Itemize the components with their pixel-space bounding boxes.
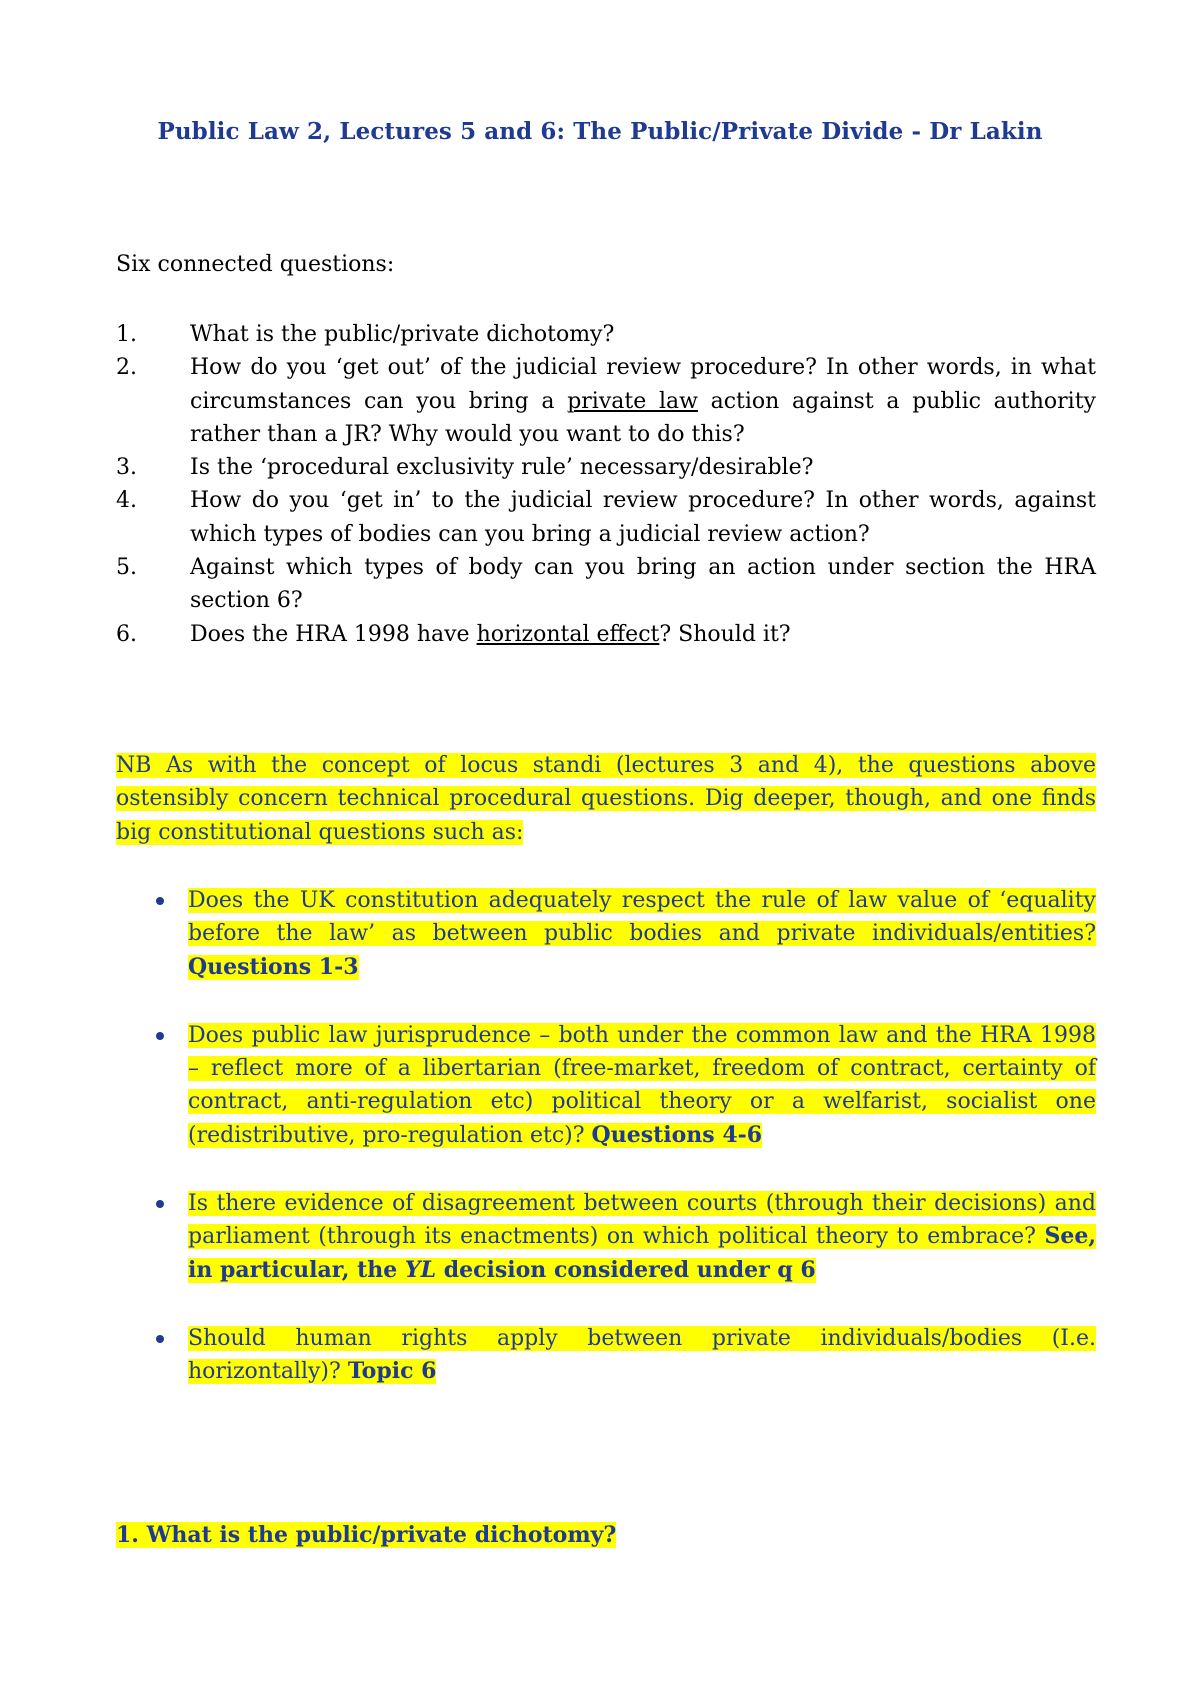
case-name: YL xyxy=(404,1256,437,1283)
underlined-term: horizontal effect xyxy=(476,621,660,647)
document-title: Public Law 2, Lectures 5 and 6: The Public/Private Divide - Dr Lakin xyxy=(157,118,1043,145)
question-text: How do you ‘get out’ of the judicial review procedure? In other words, in what circumstances can you bring a xyxy=(190,355,1096,414)
bullet-reference: See, in particular, the xyxy=(188,1223,1096,1283)
question-text-cont: action against a public authority rather than a JR? Why would you want to do this? xyxy=(190,388,1096,447)
bullet-item xyxy=(116,1187,1096,1287)
nb-paragraph xyxy=(116,749,1096,849)
question-text: Does the HRA 1998 have xyxy=(190,621,477,647)
question-item xyxy=(44,451,1096,484)
intro-text: Six connected questions: xyxy=(116,252,395,277)
question-number: 1. xyxy=(116,322,137,347)
bullet-icon xyxy=(156,1335,164,1343)
question-text: Is the ‘procedural exclusivity rule’ necessary/desirable? xyxy=(190,455,814,481)
question-number: 5. xyxy=(116,555,137,581)
bullet-reference: Topic 6 xyxy=(347,1358,437,1385)
question-text: What is the public/private dichotomy? xyxy=(190,322,615,347)
question-text: Against which types of body can you bring an action under section the HRA section 6? xyxy=(190,555,1096,614)
underlined-term: private law xyxy=(567,388,698,414)
question-number: 2. xyxy=(116,355,137,381)
bullet-text: Does the UK constitution adequately respect the rule of law value of ‘equality before the law’ as between public bodies and private individuals/entities? Questions 1-3 xyxy=(188,888,1096,980)
bullet-reference: Questions 1-3 xyxy=(188,953,359,980)
question-item xyxy=(44,318,1096,351)
bullet-item xyxy=(116,884,1096,984)
question-item xyxy=(44,551,1096,618)
bullet-reference-cont: decision considered under q 6 xyxy=(436,1256,816,1283)
bullet-icon xyxy=(156,1200,164,1208)
question-item xyxy=(44,484,1096,551)
bullet-icon xyxy=(156,897,164,905)
bullet-item xyxy=(116,1019,1096,1152)
bullet-reference: Questions 4-6 xyxy=(591,1121,763,1148)
question-text: How do you ‘get in’ to the judicial review procedure? In other words, against which types of bodies can you bring a judicial review action? xyxy=(190,488,1096,547)
question-number: 4. xyxy=(116,488,137,514)
question-text-cont: ? Should it? xyxy=(659,621,791,647)
question-number: 3. xyxy=(116,455,137,481)
nb-text: NB As with the concept of locus standi (lectures 3 and 4), the questions above ostensibly concern technical procedural questions. Dig deeper, though, and one finds big constitutional questions such as: xyxy=(116,753,1096,845)
bullet-text: Does public law jurisprudence – both under the common law and the HRA 1998 – reflect more of a libertarian (free-market, freedom of contract, certainty of contract, anti-regulation etc) political theory or a welfarist, socialist one (redistributive, pro-regulation etc)? Questions 4-6 xyxy=(188,1022,1096,1148)
question-item xyxy=(44,618,1096,651)
issues-bullet-list xyxy=(116,884,1096,1424)
question-item xyxy=(44,351,1096,451)
bullet-icon xyxy=(156,1032,164,1040)
bullet-text: Is there evidence of disagreement between courts (through their decisions) and parliament (through its enactments) on which political theory to embrace? See, in particular, the YL decision considered under q 6 xyxy=(188,1191,1096,1283)
bullet-text: Should human rights apply between private individuals/bodies (I.e. horizontally)? Topic 6 xyxy=(188,1325,1096,1385)
bullet-item xyxy=(116,1322,1096,1389)
question-number: 6. xyxy=(116,621,137,647)
questions-list xyxy=(116,318,1096,651)
section-heading: 1. What is the public/private dichotomy? xyxy=(116,1522,617,1548)
